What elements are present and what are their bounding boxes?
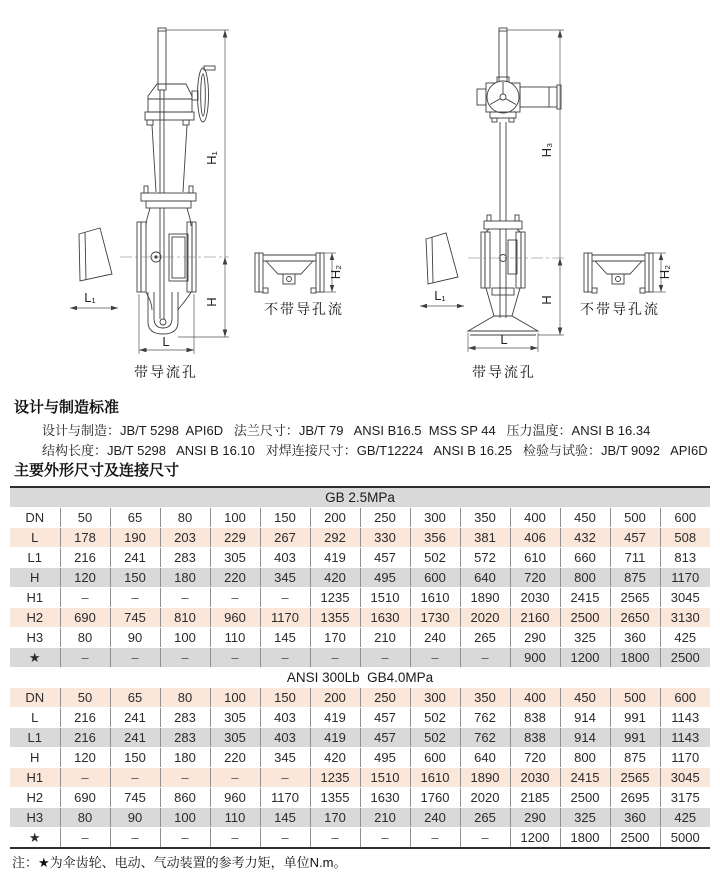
table-cell: 502 (410, 728, 460, 748)
dimension-table (10, 486, 710, 849)
table-cell: 495 (360, 748, 410, 768)
row-label: H (10, 568, 60, 588)
table-cell: 265 (460, 628, 510, 648)
caption-without-hole: 不带导孔流 (580, 301, 660, 317)
table-cell: 810 (160, 608, 210, 628)
table-cell: – (110, 648, 160, 668)
table-cell: 600 (660, 508, 710, 528)
table-cell: – (410, 828, 460, 849)
table-cell: 216 (60, 708, 110, 728)
table-cell: 1170 (660, 568, 710, 588)
table-cell: 2030 (510, 588, 560, 608)
table-cell: 406 (510, 528, 560, 548)
table-cell: 381 (460, 528, 510, 548)
table-cell: 250 (360, 688, 410, 708)
table-cell: – (60, 588, 110, 608)
table-cell: 356 (410, 528, 460, 548)
table-cell: – (310, 648, 360, 668)
dim-label-l1: L₁ (84, 290, 96, 305)
table-cell: – (210, 588, 260, 608)
table-cell: 600 (410, 568, 460, 588)
table-cell: 1143 (660, 728, 710, 748)
table-cell: 2500 (560, 608, 610, 628)
table-cell: 403 (260, 548, 310, 568)
table-row (10, 688, 710, 708)
dim-label-l: L (500, 332, 508, 347)
table-cell: 100 (210, 688, 260, 708)
table-cell: 80 (160, 688, 210, 708)
table-row (10, 828, 710, 849)
row-label: H2 (10, 608, 60, 628)
table-cell: 1610 (410, 588, 460, 608)
table-cell: – (160, 648, 210, 668)
table-cell: 2415 (560, 768, 610, 788)
table-cell: 1170 (660, 748, 710, 768)
table-cell: 745 (110, 788, 160, 808)
table-cell: 2020 (460, 788, 510, 808)
dim-label-h2: H₂ (657, 264, 672, 280)
table-cell: 400 (510, 508, 560, 528)
table-cell: 425 (660, 808, 710, 828)
table-cell: 914 (560, 708, 610, 728)
table-cell: – (110, 768, 160, 788)
caption-with-hole: 带导流孔 (134, 364, 198, 380)
table-cell: 1235 (310, 768, 360, 788)
table-cell: 250 (360, 508, 410, 528)
table-cell: 800 (560, 748, 610, 768)
table-cell: 267 (260, 528, 310, 548)
table-cell: 345 (260, 748, 310, 768)
table-cell: 3045 (660, 768, 710, 788)
table-cell: 216 (60, 728, 110, 748)
table-cell: 813 (660, 548, 710, 568)
table-cell: 1800 (560, 828, 610, 849)
handwheel-icon (198, 68, 209, 122)
table-cell: 640 (460, 748, 510, 768)
table-row (10, 708, 710, 728)
row-label: L1 (10, 728, 60, 748)
table-cell: 150 (110, 568, 160, 588)
table-cell: 1890 (460, 588, 510, 608)
table-cell: 145 (260, 628, 310, 648)
table-cell: 838 (510, 708, 560, 728)
table-cell: 2020 (460, 608, 510, 628)
table-cell: 50 (60, 508, 110, 528)
table-cell: 457 (610, 528, 660, 548)
row-label: L1 (10, 548, 60, 568)
table-cell: 110 (210, 628, 260, 648)
table-cell: – (310, 828, 360, 849)
table-cell: 400 (510, 688, 560, 708)
table-section-row (10, 487, 710, 508)
table-cell: 241 (110, 548, 160, 568)
table-cell: 720 (510, 748, 560, 768)
dimension-table-body (10, 487, 710, 848)
dim-label-l1: L₁ (434, 288, 446, 303)
dim-label-h1: H₁ (204, 151, 219, 165)
dim-label-h: H (204, 297, 219, 307)
table-cell: – (110, 588, 160, 608)
table-cell: 283 (160, 728, 210, 748)
table-section-header: GB 2.5MPa (10, 487, 710, 508)
table-cell: 2650 (610, 608, 660, 628)
dim-label-h3: H₃ (539, 142, 554, 158)
table-cell: 1890 (460, 768, 510, 788)
table-cell: 1200 (560, 648, 610, 668)
table-cell: – (110, 828, 160, 849)
table-cell: – (360, 648, 410, 668)
table-cell: – (60, 828, 110, 849)
table-cell: 720 (510, 568, 560, 588)
table-cell: 2565 (610, 588, 660, 608)
table-cell: 325 (560, 628, 610, 648)
table-cell: 200 (310, 508, 360, 528)
table-cell: 1800 (610, 648, 660, 668)
table-cell: 180 (160, 748, 210, 768)
table-cell: 1143 (660, 708, 710, 728)
table-cell: 762 (460, 708, 510, 728)
table-cell: 450 (560, 688, 610, 708)
table-row (10, 648, 710, 668)
table-cell: 292 (310, 528, 360, 548)
valve-stem (499, 28, 507, 82)
caption-with-hole: 带导流孔 (472, 364, 536, 380)
row-label: H3 (10, 628, 60, 648)
row-label: ★ (10, 828, 60, 849)
table-cell: 1355 (310, 788, 360, 808)
table-cell: 120 (60, 748, 110, 768)
table-cell: 65 (110, 688, 160, 708)
row-label: ★ (10, 648, 60, 668)
table-cell: 1630 (360, 788, 410, 808)
table-cell: 745 (110, 608, 160, 628)
table-cell: 1200 (510, 828, 560, 849)
table-cell: 2160 (510, 608, 560, 628)
table-cell: 120 (60, 568, 110, 588)
table-cell: – (60, 648, 110, 668)
table-cell: 65 (110, 508, 160, 528)
table-cell: 457 (360, 548, 410, 568)
dim-label-h2: H₂ (328, 264, 343, 280)
table-cell: 660 (560, 548, 610, 568)
table-cell: – (260, 588, 310, 608)
table-row (10, 508, 710, 528)
row-label: L (10, 708, 60, 728)
table-cell: – (360, 828, 410, 849)
table-row (10, 808, 710, 828)
table-cell: 419 (310, 728, 360, 748)
row-label: L (10, 528, 60, 548)
valve-stem (158, 28, 166, 90)
table-row (10, 608, 710, 628)
table-cell: 203 (160, 528, 210, 548)
table-cell: 860 (160, 788, 210, 808)
table-cell: 991 (610, 708, 660, 728)
table-cell: 90 (110, 628, 160, 648)
table-cell: 1610 (410, 768, 460, 788)
bevel-gear-wheel-icon (487, 81, 519, 113)
table-cell: 241 (110, 708, 160, 728)
table-cell: 1355 (310, 608, 360, 628)
table-cell: 800 (560, 568, 610, 588)
table-cell: 1630 (360, 608, 410, 628)
table-cell: 572 (460, 548, 510, 568)
table-cell: 283 (160, 708, 210, 728)
table-cell: 500 (610, 688, 660, 708)
table-cell: 145 (260, 808, 310, 828)
table-cell: 350 (460, 688, 510, 708)
table-cell: 100 (210, 508, 260, 528)
table-cell: 1235 (310, 588, 360, 608)
table-cell: 345 (260, 568, 310, 588)
table-cell: 690 (60, 608, 110, 628)
row-label: DN (10, 688, 60, 708)
table-cell: 3130 (660, 608, 710, 628)
weld-end-cone (426, 233, 458, 284)
table-cell: 265 (460, 808, 510, 828)
table-cell: 991 (610, 728, 660, 748)
table-cell: 300 (410, 508, 460, 528)
table-cell: 5000 (660, 828, 710, 849)
table-cell: 914 (560, 728, 610, 748)
table-cell: – (210, 828, 260, 849)
table-cell: – (160, 768, 210, 788)
table-cell: 1170 (260, 788, 310, 808)
table-cell: 960 (210, 788, 260, 808)
table-cell: 432 (560, 528, 610, 548)
table-cell: – (260, 828, 310, 849)
caption-without-hole: 不带导孔流 (264, 301, 344, 317)
valve-drawing-bevel-gear (395, 5, 695, 390)
table-cell: – (160, 828, 210, 849)
table-row (10, 528, 710, 548)
table-cell: 240 (410, 808, 460, 828)
standards-line-2: 结构长度：JB/T 5298 ANSI B 16.10 对焊连接尺寸：GB/T12224 ANSI B 16.25 检验与试验：JB/T 9092 API6D (42, 443, 708, 458)
table-cell: 2185 (510, 788, 560, 808)
table-cell: – (460, 828, 510, 849)
table-cell: 80 (60, 808, 110, 828)
table-row (10, 628, 710, 648)
table-cell: 495 (360, 568, 410, 588)
table-cell: 150 (110, 748, 160, 768)
table-cell: 838 (510, 728, 560, 748)
table-cell: 900 (510, 648, 560, 668)
table-cell: 150 (260, 688, 310, 708)
table-cell: 1170 (260, 608, 310, 628)
valve-drawing-handwheel (55, 5, 355, 390)
table-row (10, 728, 710, 748)
table-cell: 1730 (410, 608, 460, 628)
table-cell: 502 (410, 548, 460, 568)
table-cell: 2500 (610, 828, 660, 849)
table-cell: 425 (660, 628, 710, 648)
table-cell: 170 (310, 808, 360, 828)
table-cell: 50 (60, 688, 110, 708)
table-section-header: ANSI 300Lb GB4.0MPa (10, 668, 710, 688)
table-cell: 210 (360, 628, 410, 648)
table-cell: 420 (310, 748, 360, 768)
table-cell: – (210, 648, 260, 668)
table-cell: 420 (310, 568, 360, 588)
table-cell: 502 (410, 708, 460, 728)
table-row (10, 748, 710, 768)
table-cell: 80 (60, 628, 110, 648)
table-cell: 508 (660, 528, 710, 548)
table-cell: 100 (160, 628, 210, 648)
table-cell: 170 (310, 628, 360, 648)
standards-title: 设计与制造标准 (14, 399, 120, 416)
table-cell: 100 (160, 808, 210, 828)
valve-body-left (79, 28, 324, 334)
table-cell: 178 (60, 528, 110, 548)
table-cell: 290 (510, 628, 560, 648)
table-cell: 403 (260, 708, 310, 728)
standards-line-1: 设计与制造：JB/T 5298 API6D 法兰尺寸：JB/T 79 ANSI B16.5 MSS SP 44 压力温度：ANSI B 16.34 (42, 423, 651, 438)
table-cell: 350 (460, 508, 510, 528)
table-cell: 419 (310, 708, 360, 728)
row-label: DN (10, 508, 60, 528)
table-cell: 190 (110, 528, 160, 548)
table-cell: 875 (610, 748, 660, 768)
table-cell: 216 (60, 548, 110, 568)
row-label: H1 (10, 768, 60, 788)
table-cell: 240 (410, 628, 460, 648)
row-label: H1 (10, 588, 60, 608)
footnote: 注：★为伞齿轮、电动、气动装置的参考力矩，单位N.m。 (12, 855, 347, 870)
table-cell: 80 (160, 508, 210, 528)
table-cell: 330 (360, 528, 410, 548)
table-section-row (10, 668, 710, 688)
table-cell: – (410, 648, 460, 668)
table-cell: 360 (610, 628, 660, 648)
table-cell: 220 (210, 568, 260, 588)
table-row (10, 768, 710, 788)
table-cell: 1510 (360, 588, 410, 608)
table-cell: 180 (160, 568, 210, 588)
table-cell: 419 (310, 548, 360, 568)
table-cell: 960 (210, 608, 260, 628)
table-cell: 305 (210, 708, 260, 728)
table-cell: 600 (410, 748, 460, 768)
table-cell: 403 (260, 728, 310, 748)
table-cell: – (60, 768, 110, 788)
row-label: H2 (10, 788, 60, 808)
table-cell: 500 (610, 508, 660, 528)
dim-label-h: H (539, 295, 554, 305)
table-cell: 640 (460, 568, 510, 588)
table-cell: 290 (510, 808, 560, 828)
section-no-hole (584, 253, 653, 293)
table-cell: 210 (360, 808, 410, 828)
weld-end-cone (79, 228, 112, 281)
table-cell: 241 (110, 728, 160, 748)
valve-body-right (426, 28, 653, 335)
row-label: H (10, 748, 60, 768)
table-cell: 300 (410, 688, 460, 708)
dim-label-l: L (162, 334, 170, 349)
table-cell: 3175 (660, 788, 710, 808)
table-cell: 1760 (410, 788, 460, 808)
table-cell: 2415 (560, 588, 610, 608)
table-cell: 150 (260, 508, 310, 528)
table-cell: 360 (610, 808, 660, 828)
table-row (10, 788, 710, 808)
row-label: H3 (10, 808, 60, 828)
table-cell: 2500 (560, 788, 610, 808)
table-cell: 711 (610, 548, 660, 568)
table-cell: 2030 (510, 768, 560, 788)
table-cell: 690 (60, 788, 110, 808)
table-cell: 762 (460, 728, 510, 748)
section-no-hole (255, 253, 324, 293)
table-cell: 3045 (660, 588, 710, 608)
table-cell: – (160, 588, 210, 608)
table-row (10, 588, 710, 608)
table-cell: 305 (210, 548, 260, 568)
table-cell: 457 (360, 728, 410, 748)
table-cell: – (210, 768, 260, 788)
table-cell: 600 (660, 688, 710, 708)
table-cell: 229 (210, 528, 260, 548)
table-cell: 90 (110, 808, 160, 828)
table-cell: – (260, 768, 310, 788)
table-cell: 2565 (610, 768, 660, 788)
table-row (10, 548, 710, 568)
table-cell: 450 (560, 508, 610, 528)
table-cell: – (460, 648, 510, 668)
table-cell: 457 (360, 708, 410, 728)
table-cell: 875 (610, 568, 660, 588)
table-cell: 2695 (610, 788, 660, 808)
table-cell: 283 (160, 548, 210, 568)
table-cell: 610 (510, 548, 560, 568)
table-cell: 220 (210, 748, 260, 768)
table-cell: 110 (210, 808, 260, 828)
table-row (10, 568, 710, 588)
table-cell: 325 (560, 808, 610, 828)
table-cell: 2500 (660, 648, 710, 668)
table-cell: – (260, 648, 310, 668)
table-cell: 1510 (360, 768, 410, 788)
table-cell: 200 (310, 688, 360, 708)
dimensions-title: 主要外形尺寸及连接尺寸 (14, 462, 180, 479)
table-cell: 305 (210, 728, 260, 748)
